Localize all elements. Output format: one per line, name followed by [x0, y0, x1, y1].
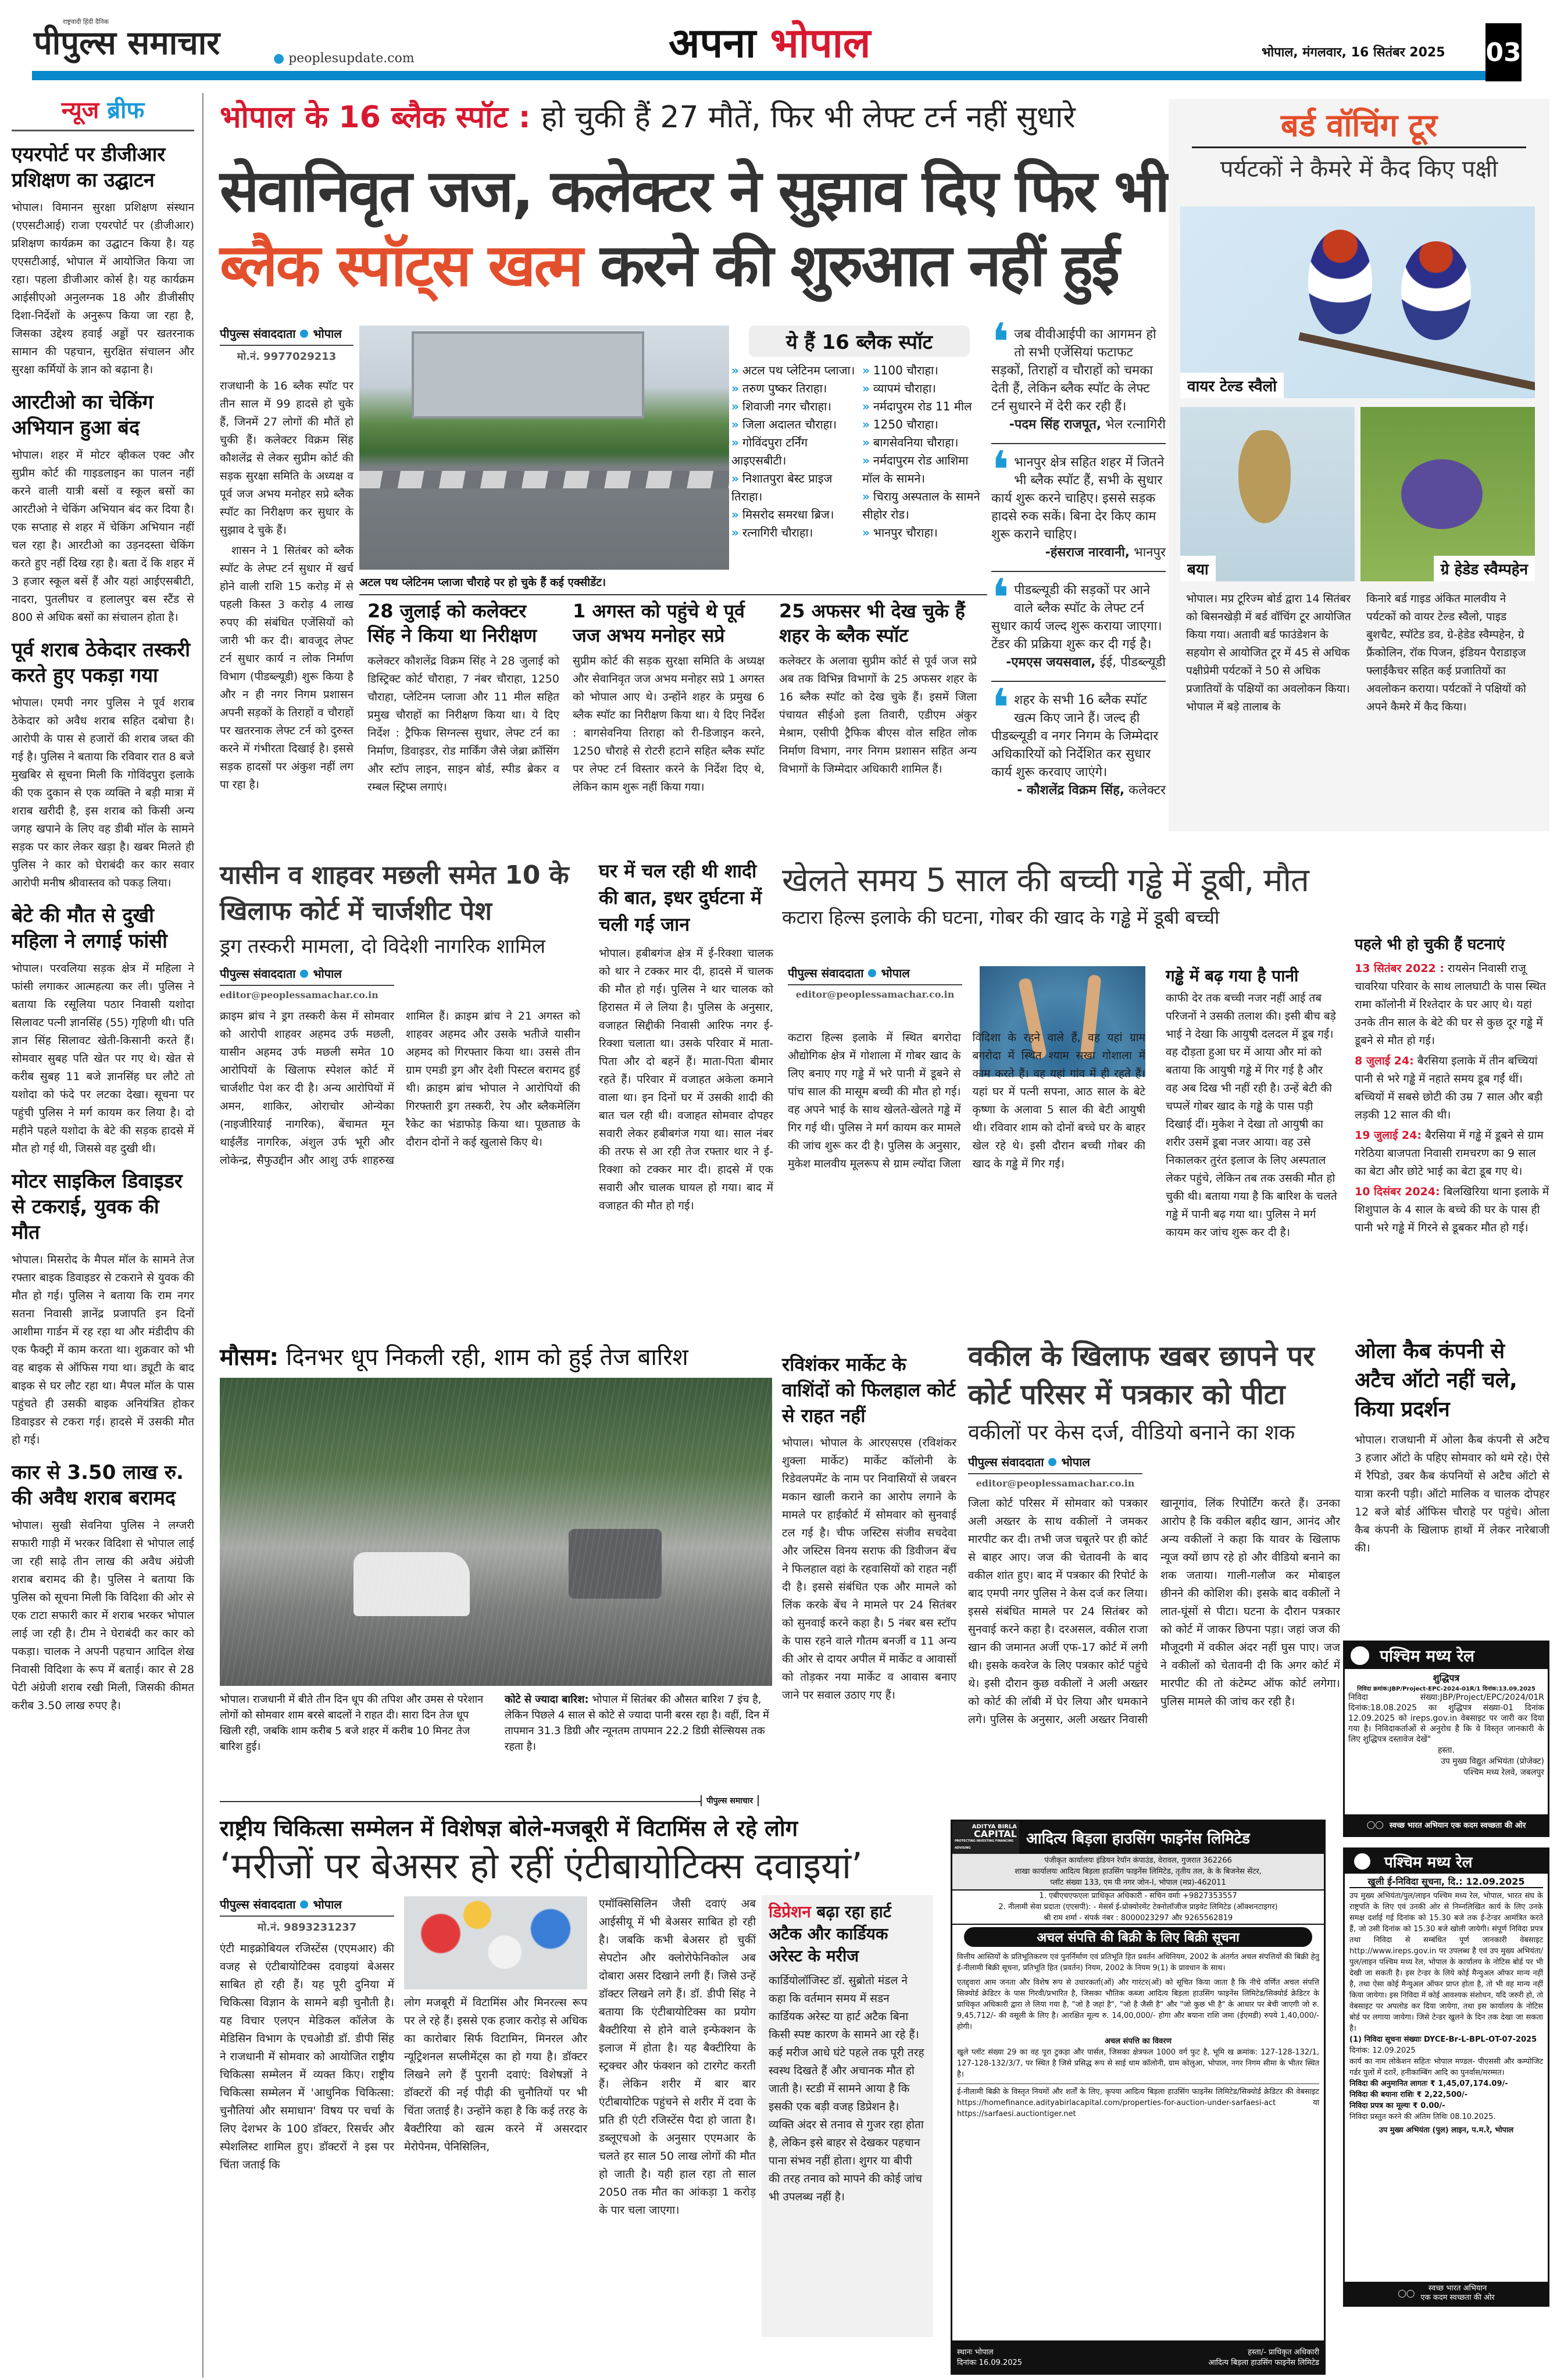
quote-block: ❛ जब वीवीआईपी का आगमन हो तो सभी एजेंसियां फटाफट सड़कों, तिराहों व चौराहों को चमका देती हैं, लेकिन ब्लैक स्पॉट के लेफ्ट टर्न सुधारने में देरी कर रही हैं। -पदम सिंह राजपूत, भेल रत्नागिरी [991, 326, 1166, 444]
logo-tagline: राष्ट्रवादी हिंदी दैनिक [63, 18, 109, 26]
medical-headline: ‘मरीजों पर बेअसर हो रहीं एंटीबायोटिक्स दवाइयां’ [220, 1845, 863, 1887]
quote-icon: ❛ [991, 312, 1010, 373]
newspaper-logo [34, 17, 220, 61]
byline: पीपुल्स संवाददाता भोपाल [220, 326, 353, 346]
incident: 10 दिसंबर 2024: बिलखिरिया थाना इलाके में शिशुपाल के 4 साल के बच्चे की घर के पास ही पानी भरे गड्ढे में गिरने से डूबकर मौत हो गई। [1355, 1185, 1549, 1235]
quote-icon: ❛ [991, 678, 1010, 739]
weather-headline: मौसम: दिनभर धूप निकली रही, शाम को हुई तेज बारिश [220, 1344, 688, 1371]
brief-item [12, 1460, 194, 1715]
dateline: भोपाल, मंगलवार, 16 सितंबर 2025 [1262, 45, 1445, 60]
brief-item [12, 389, 194, 627]
ravishankar-story [782, 1352, 956, 1704]
brief-item [12, 637, 194, 892]
bird-title: बर्ड वॉचिंग टूर [1192, 105, 1526, 148]
brief-item [12, 142, 194, 379]
byline: पीपुल्स संवाददाता भोपाल [788, 965, 962, 985]
photo-label: ग्रे हेडेड स्वैम्पहेन [1434, 556, 1535, 581]
brief-body: भोपाल। शहर में मोटर व्हीकल एक्ट और सुप्रीम कोर्ट की गाइडलाइन का पालन नहीं करने वाली यात्री बसों व स्कूल बसों का आरटीओ ने चेकिंग अभियान बंद कर दिया है। एक सप्ताह से शहर में चेकिंग अभियान नहीं चल रहा है। आरटीओ का उड़नदस्ता चेकिंग करते हुए नहीं दिख रहा है। बता दें कि शहर में 3 हजार स्कूल बसें हैं और यहां आईएसबीटी, नादरा, पुतलीघर व हलालपुर बस स्टैंड से 800 से अधिक बसों का संचालन होता है। [12, 449, 194, 624]
brief-body: भोपाल। परवलिया सड़क क्षेत्र में महिला ने फांसी लगाकर आत्महत्या कर ली। पुलिस ने बताया कि रसूलिया पठार निवासी यशोदा सिलावट पत्नी ज्ञानसिंह (55) गृहिणी थी। पति ज्ञान सिंह सिलावट खेती-किसानी करते हैं। सोमवार सुबह पति खेत पर गए थे। खेत से करीब सुबह 11 बजे ज्ञानसिंह घर लौटे तो यशोदा को फंदे पर लटका देखा। सूचना पर पहुंची पुलिस ने मर्ग कायम कर लिया है। दो महीने पहले यशोदा के बेटे की सड़क हादसे में मौत हो गई थी, जिससे वह दुखी थी। [12, 962, 194, 1155]
charge-sheet-story [220, 857, 580, 1182]
bird-watching-section [1169, 99, 1549, 831]
masthead-blue-bar [32, 71, 1485, 80]
quote-block: ❛ पीडब्ल्यूडी की सड़कों पर आने वाले ब्लैक स्पॉट के लेफ्ट टर्न सुधार कार्य जल्द शुरू कराया जाएगा। टेंडर की प्रक्रिया शुरू कर दी गई है। -एमएस जयसवाल, ईई, पीडब्ल्यूडी [991, 581, 1166, 682]
bird-photo-baya [1180, 407, 1355, 581]
divider [220, 1801, 755, 1802]
weather-photo [220, 1378, 772, 1686]
brief-item [12, 1168, 194, 1449]
lead-body: राजधानी के 16 ब्लैक स्पॉट पर तीन साल में 99 हादसे हो चुके हैं, जिनमें 27 लोगों की मौतें हो चुकी हैं। कलेक्टर विक्रम सिंह कौशलेंद्र से लेकर सुप्रीम कोर्ट की सड़क सुरक्षा समिति के अध्यक्ष व पूर्व जज अभय मनोहर सप्रे ब्लैक स्पॉट का निरीक्षण कर सुधार के सुझाव दे चुके हैं। [220, 380, 353, 537]
weather-caption-2: कोटे से ज्यादा बारिश: भोपाल में सितंबर की औसत बारिश 7 इंच है, लेकिन पिछले 4 साल से कोटे से ज्यादा पानी बरस रहा है। वहीं, दिन में तापमान 31.3 डिग्री और न्यूनतम तापमान 22.2 डिग्री सेल्सियस तक रहता है। [505, 1693, 769, 1753]
email-link[interactable]: editor@peoplessamachar.co.in [795, 989, 955, 1000]
bird-body-col2: किनारे बर्ड गाइड अंकित मालवीय ने पर्यटकों को वायर टेल्ड स्वैलो, पाइड बुशचैट, स्पॉटेड डव, ग्रे-हेडेड स्वैम्पहेन, ग्रे फ्रैंकोलिन, रॉक पिजन, इंडियन पैराडाइज फ्लाईकैचर सहित कई प्रजातियों का अवलोकन कराया। पर्यटकों ने पक्षियों को अपने कैमरे में कैद किया। [1366, 592, 1526, 713]
medical-body-2: लोग मजबूरी में विटामिंस और मिनरल्स रूप पर ले रहे हैं। इससे एक हजार करोड़ से अधिक का कारोबार सिर्फ विटामिन, मिनरल और न्यूट्रिशनल सप्लीमेंट्स का हो गया है। डॉक्टर लिखने लगे हैं पुरानी दवाएं: विशेषज्ञों ने डॉक्टरों की नई पीढ़ी की चुनौतियों पर भी चिंता जताई है। उन्होंने कहा है कि कई तरह के बैक्टीरिया को खत्म करने में असरदार मेरोपेनम, पेनिसिलिन, [404, 1996, 587, 2153]
depression-body: कार्डियोलॉजिस्ट डॉ. सुब्रोतो मंडल ने कहा कि वर्तमान समय में सडन कार्डियक अरेस्ट या हार्ट अटैक बिना किसी स्पष्ट कारण के सामने आ रहे हैं। कई मरीज आधे घंटे पहले तक पूरी तरह स्वस्थ दिखते हैं और अचानक मौत हो जाती है। स्टडी में सामने आया है कि इसकी एक बड़ी वजह डिप्रेशन है। व्यक्ति अंदर से तनाव से गुजर रहा होता है, लेकिन इसे बाहर से देखकर पहचान पाना संभव नहीं होता। शुगर या बीपी की तरह तनाव को मापने की कोई जांच भी उपलब्ध नहीं है। [769, 1974, 924, 2203]
spots-list-1: » अटल पथ प्लेटिनम प्लाजा। » तरुण पुष्कर तिराहा। » शिवाजी नगर चौराहा। » जिला अदालत चौराहा। » गोविंदपुरा टर्निंग आइएसबीटी। » निशातपुरा बेस्ट प्राइज तिराहा। » मिसरोद समरधा ब्रिज। » रत्नागिरी चौराहा। [731, 362, 856, 542]
dot-icon [300, 330, 308, 338]
dot-icon [300, 1900, 308, 1909]
brief-body: भोपाल। विमानन सुरक्षा प्रशिक्षण संस्थान (एएसटीआई) राजा एयरपोर्ट पर (डीजीआर) प्रशिक्षण कार्यक्रम का उद्घाटन किया है। यह एएसटीआई, भोपाल में आयोजित किया जा रहा। पहला डीजीआर कोर्स है। यह कार्यक्रम आईसीएओ अनुलग्नक 18 और डीजीसीए दिशा-निर्देशों के अनुरूप किया जा रहा है, जिसका उद्देश्य हवाई अड्डों पर खतरनाक सामान की पहचान, सुरक्षित संचालन और सुरक्षा कर्मियों के ज्ञान को बढ़ाना है। [12, 201, 194, 376]
aditya-birla-ad: ADITYA BIRLA CAPITAL PROTECTING INVESTING FINANCING ADVISING आदित्य बिड़ला हाउसिंग फाइनेंस लिमिटेड पंजीकृत कार्यालयः इंडियन रेयॉन कंपाउंड, वेरावल, गुजरात 362266 शाखा कार्यालयः आदित्य बिड़ला हाउसिंग फाइनेंस लिमिटेड, तृतीय तल, के के बिजनेस सेंटर, प्लॉट संख्या 133, एम पी नगर जोन-I, भोपाल (मप्र)-462011 1. एबीएचएफएलः प्राधिकृत अधिकारी - सचिन वर्माः +9827353557 2. नीलामी सेवा प्रदाता (एएसपी): - मेसर्स ई-प्रोक्योरमेंट टेक्नोलॉजीज प्राइवेट लिमिटेड (ऑक्शनटाइगर) श्री राम शर्मा - संपर्क नंबर : 8000023297 और 9265562819 अचल संपत्ति की बिक्री के लिए बिक्री सूचना वित्तीय आस्तियों के प्रतिभूतिकरण एवं पुनर्निर्माण एवं प्रतिभूति हित प्रवर्तन अधिनियम, 2002 के अंतर्गत अचल संपत्तियों की बिक्री हेतु ई-नीलामी बिक्री सूचना, प्रतिभूति हित (प्रवर्तन) नियम, 2002 के नियम 9(1) के प्रावधान के साथ। एतद्द्वारा आम जनता और विशेष रूप से उधारकर्ता(ओं) और गारंटर(ओं) को सूचित किया जाता है कि नीचे वर्णित अचल संपत्ति सिक्योर्ड क्रेडिटर के पास गिरवी/प्रभारित है, जिसका भौतिक कब्जा आदित्य बिड़ला हाउसिंग फाइनेंस लिमिटेड/सिक्योर्ड क्रेडिटर के प्राधिकृत अधिकारी द्वारा ले लिया गया है, "जो है जहां है", "जो है जैसी है" और "जो कुछ भी है" के आधार पर बेची जाएगी जो रु. 9,45,712/- की वसूली के लिए है। आरक्षित मूल्य रु. 14,00,000/- होगा और बयाना राशि जमा (ईएमडी) रुपये 1,40,000/- होगी। अचल संपत्ति का विवरण खुले प्लॉट संख्या 29 का वह पूरा टुकड़ा और पार्सल, जिसका क्षेत्रफल 1000 वर्ग फुट है, भूमि ख क्रमांक: 127-128-132/1, 127-128-132/3/7, पर स्थित है जिसे प्रसिद्ध रूप से साई धाम कॉलोनी, ग्राम कोलुआ, भोपाल, नगर निगम सीमा के भीतर स्थित है। ई-नीलामी बिक्री के विस्तृत नियमों और शर्तों के लिए, कृपया आदित्य बिड़ला हाउसिंग फाइनेंस लिमिटेड/सिक्योर्ड क्रेडिटर की वेबसाइट https://homefinance.adityabirlacapital.com/properties-for-auction-under-sarfaesi-act या https://sarfaesi.auctiontiger.net स्थानः भोपाल दिनांकः 16.09.2025 हस्ता/- प्राधिकृत अधिकारी आदित्य बिड़ला हाउसिंग फाइनेंस लिमिटेड [951, 1820, 1326, 2375]
railway-emblem-icon [1348, 1644, 1372, 1667]
sub-story-body: सुप्रीम कोर्ट की सड़क सुरक्षा समिति के अध्यक्ष और सेवानिवृत जज अभय मनोहर सप्रे 1 अगस्त को भोपाल आए थे। उन्होंने शहर के प्रमुख 6 ब्लैक स्पॉट का निरीक्षण किया था। ये दिए निर्देश : बागसेवनिया तिराहा को री-डिजाइन करने, 1250 चौराहे से रोटरी हटाने सहित ब्लैक स्पॉट पर लेफ्ट टर्न विस्तार करने के निर्देश दिए थे, लेकिन काम शुरू नहीं किया गया। [573, 655, 765, 794]
lead-kicker: भोपाल के 16 ब्लैक स्पॉट : हो चुकी हैं 27 मौतें, फिर भी लेफ्ट टर्न नहीं सुधारे [220, 100, 1076, 135]
news-brief-column [12, 93, 203, 2378]
mobile-number: मो.नं. 9977029213 [237, 351, 337, 363]
railway-corrigendum-ad: पश्चिम मध्य रेल शुद्धिपत्र निविदा क्रमांक:JBP/Project-EPC-2024-01R/1 दिनांक:13.09.2025 निविदा संख्या:JBP/Project/EPC/2024/01R दिनांक:18.08.2025 का शुद्धिपत्र संख्या-01 दिनांक 12.09.2025 को ireps.gov.in वेबसाइट पर जारी कर दिया गया है। निविदाकर्ताओं से अनुरोध है कि वे विस्तृत जानकारी के लिए शुद्धिपत्र दस्तावेज देखें" हस्ता. उप मुख्य विद्युत अभियंता (प्रोजेक्ट) पश्चिम मध्य रेलवे, जबलपुर ◯◯ स्वच्छ भारत अभियान एक कदम स्वच्छता की ओर [1343, 1641, 1549, 1837]
spots-list-2: » 1100 चौराहा। » व्यापमं चौराहा। » नर्मदापुरम रोड 11 मील » 1250 चौराहा। » बागसेवनिया चौराहा। » नर्मदापुरम रोड आशिमा मॉल के सामने। » चिरायु अस्पताल के सामने सीहोर रोड। » भानपुर चौराहा। [862, 362, 987, 542]
brief-body: भोपाल। सुखी सेवनिया पुलिस ने लग्जरी सफारी गाड़ी में भरकर विदिशा से भोपाल लाई जा रही साढ़े तीन लाख की अवैध अंग्रेजी शराब बरामद की है। पुलिस ने बताया कि पुलिस को सूचना मिली कि विदिशा की ओर से एक टाटा सफारी कार में शराब भरकर भोपाल लाई जा रही है। टीम ने घेराबंदी कर कार को पकड़ा। चालक ने अपनी पहचान आदिल शेख निवासी विदिशा के रूप में बताई। कार से 28 पेटी अंग्रेजी शराब रखी मिली, जिसकी कीमत करीब 3.50 लाख रुपए है। [12, 1519, 194, 1712]
brief-headline: कार से 3.50 लाख रु. की अवैध शराब बरामद [12, 1461, 184, 1510]
lawyer-subhead: वकीलों पर केस दर्ज, वीडियो बनाने का शक [968, 1421, 1295, 1445]
sub-story-headline: 1 अगस्त को पहुंचे थे पूर्व जज अभय मनोहर सप्रे [573, 600, 745, 646]
sub-story-body: कलेक्टर कौशलेंद्र विक्रम सिंह ने 28 जुलाई को डिस्ट्रिक्ट कोर्ट चौराहा, 7 नंबर चौराहा, 1250 चौराहा, प्लेटिनम प्लाजा और 11 मील सहित प्रमुख चौराहों का निरीक्षण किया था। ये दिए निर्देश : ट्रैफिक सिग्नल्स सुधार, लेफ्ट टर्न का निर्माण, डिवाइडर, रोड मार्किंग जैसे जेब्रा क्रॉसिंग और स्टॉप लाइन, साइन बोर्ड, स्पीड ब्रेकर व रम्बल स्ट्रिप्स लगाएं। [367, 655, 559, 794]
email-link[interactable]: editor@peoplessamachar.co.in [220, 989, 378, 1000]
earlier-incidents [1355, 936, 1549, 1237]
sub-story-headline: 28 जुलाई को कलेक्टर सिंह ने किया था निरीक्षण [367, 600, 537, 646]
pills-photo [404, 1896, 587, 1989]
photo-credit: पीपुल्स समाचार [701, 1795, 759, 1806]
dot-icon [1048, 1458, 1056, 1466]
incident: 8 जुलाई 24: बैरसिया इलाके में तीन बच्चियां पानी से भरे गड्ढे में नहाते समय डूब गईं थीं। बच्चियों में सबसे छोटी की उम्र 7 साल और बड़ी लड़की 12 साल की थी। [1355, 1055, 1543, 1122]
email-link[interactable]: editor@peoplessamachar.co.in [976, 1478, 1135, 1489]
bird-photo-swallow [1180, 206, 1535, 398]
wedding-accident-story [599, 857, 773, 1215]
lead-photo-caption: अटल पथ प्लेटिनम प्लाजा चौराहे पर हो चुके हैं कई एक्सीडेंट। [359, 576, 606, 589]
incident: 13 सितंबर 2022 : रायसेन निवासी राजू चावरिया परिवार के साथ लालघाटी के पास स्थित रामा कॉलोनी में रिश्तेदार के घर आए थे। यहां उनके तीन साल के बेटे की घर से कुछ दूर गड्ढे में डूबने से मौत हो गई। [1355, 962, 1547, 1048]
incident: 19 जुलाई 24: बैरसिया में गड्ढे में डूबने से ग्राम गरेठिया बाजपता निवासी रामचरण का 9 साल का बेटा और छोटे भाई का बेटा डूब गए थे। [1355, 1129, 1544, 1178]
bird-photo-swamphen [1360, 407, 1535, 581]
lead-body-2: शासन ने 1 सितंबर को ब्लैक स्पॉट के लेफ्ट टर्न सुधार में खर्च होने वाली राशि 15 करोड़ में से पहली किस्त 3 करोड़ 4 लाख रुपए की संबंधित एजेंसियों को जारी भी कर दी। बावजूद लेफ्ट टर्न सुधार कार्य न लोक निर्माण विभाग (पीडब्ल्यूडी) शुरू किया है और न ही नगर निगम प्रशासन अपनी सड़कों के तिराहों व चौराहों पर खतरनाक लेफ्ट टर्न को दुरुस्त करने में गंभीरता दिखाई है। इससे सड़क हादसों पर अंकुश नहीं लग पा रहा है। [220, 544, 353, 791]
ravishankar-headline: रविशंकर मार्केट के वाशिंदों को फिलहाल कोर्ट से राहत नहीं [782, 1353, 956, 1427]
medical-body-1: एंटी माइक्रोबियल रजिस्टेंस (एएमआर) की वजह से एंटीबायोटिक्स दवाइयां बेअसर साबित हो रही हैं। यह पूरी दुनिया में चिकित्सा विज्ञान के सामने बड़ी चुनौती है। यह विचार एलएन मेडिकल कॉलेज के मेडिसिन विभाग के एचओडी डॉ. डीपी सिंह ने राजधानी में सोमवार को आयोजित राष्ट्रीय चिकित्सा सम्मेलन में व्यक्त किए। राष्ट्रीय चिकित्सा सम्मेलन में 'आधुनिक चिकित्सा: चुनौतियां और समाधान' विषय पर चर्चा के लिए देशभर के 100 डॉक्टर, रिसर्चर और स्पेशलिस्ट शामिल हुए। डॉक्टरों ने इस पर चिंता जताई कि [220, 1942, 394, 2171]
medical-body-3: एमॉक्सिसिलिन जैसी दवाएं अब आईसीयू में भी बेअसर साबित हो रही है। जबकि कभी बेअसर हो चुकीं सेपटोन और क्लोरोफेनिकोल अब दोबारा असर दिखाने लगी हैं। जिसे उन्हें डॉक्टर लिखने लगे हैं। डॉ. डीपी सिंह ने बताया कि एंटीबायोटिक्स का प्रयोग बैक्टीरिया से होने वाले इन्फेक्शन के इलाज में होता है। यह बैक्टीरिया के स्ट्रक्चर और फंक्शन को टारगेट करती हैं। लेकिन शरीर में बार बार एंटीबायोटिक पहुंचने से शरीर में दवा के प्रति ही एंटी रजिस्टेंस पैदा हो जाता है। डब्लूएचओ के अनुसार एएमआर के चलते हर साल 50 लाख लोगों की मौत हो जाती है। यही हाल रहा तो साल 2050 तक मौत का आंकड़ा 1 करोड़ के पार चला जाएगा। [599, 1897, 756, 2217]
swachh-bharat-glasses-icon: ◯◯ [1398, 2289, 1415, 2298]
ad-footer: ◯◯ स्वच्छ भारत अभियान एक कदम स्वच्छता की ओर [1345, 2282, 1548, 2305]
mobile-number: मो.नं. 9893231237 [257, 1921, 357, 1934]
child-drowning-story [782, 860, 1549, 938]
weather-caption-1: भोपाल। राजधानी में बीते तीन दिन धूप की तपिश और उमस से परेशान लोगों को सोमवार शाम बरसे बादलों ने राहत दी। सारा दिन तेज धूप खिली रही, जबकि शाम करीब 5 बजे शहर में करीब 10 मिनट तेज बारिश हुई। [220, 1693, 484, 1753]
swachh-bharat-glasses-icon: ◯◯ [1366, 1820, 1384, 1829]
byline: पीपुल्स संवाददाता भोपाल [220, 966, 394, 986]
dot-icon [300, 970, 308, 978]
sub-story-headline: 25 अफसर भी देख चुके हैं शहर के ब्लैक स्पॉट [779, 600, 965, 646]
ad-header: ADITYA BIRLA CAPITAL PROTECTING INVESTING FINANCING ADVISING आदित्य बिड़ला हाउसिंग फाइनेंस लिमिटेड [952, 1821, 1324, 1854]
lawyer-story [968, 1337, 1340, 1797]
page-number: 03 [1485, 23, 1522, 81]
wedding-body: भोपाल। हबीबगंज क्षेत्र में ई-रिक्शा चालक को थार ने टक्कर मार दी, हादसे में चालक की मौत हो गई। पुलिस ने थार चालक को हिरासत में ले लिया है। पुलिस के अनुसार, वजाहत सिद्दीकी निवासी आरिफ नगर ई-रिक्शा चलाता था। उसके परिवार में माता-पिता और दो बहनें हैं। माता-पिता बीमार रहते हैं। परिवार में वजाहत अकेला कमाने वाला था। इन दिनों घर में उसकी शादी की बात चल रही थी। वजाहत सोमवार दोपहर सवारी लेकर हबीबगंज गया था। साल नंबर की तरफ से आ रही तेज रफ्तार थार ने ई-रिक्शा को टक्कर मार दी। हादसे में एक सवारी और चालक घायल हो गया। बाद में वजाहत की मौत हो गई। [599, 947, 773, 1212]
brief-headline: पूर्व शराब ठेकेदार तस्करी करते हुए पकड़ा गया [12, 638, 191, 687]
news-brief-title: न्यूज ब्रीफ [12, 93, 194, 131]
ad-footer: ◯◯ स्वच्छ भारत अभियान एक कदम स्वच्छता की ओर [1345, 1814, 1548, 1835]
quotes-column [991, 312, 1166, 799]
dot-icon [868, 969, 876, 977]
aditya-birla-logo: ADITYA BIRLA CAPITAL PROTECTING INVESTING FINANCING ADVISING [952, 1821, 1019, 1854]
quote-icon: ❛ [991, 440, 1010, 501]
drowning-headline: खेलते समय 5 साल की बच्ची गड्ढे में डूबी, मौत [782, 862, 1309, 899]
sub-story-body: कलेक्टर के अलावा सुप्रीम कोर्ट से पूर्व जज सप्रे अब तक विभिन्न विभागों के 25 अफसर शहर के 16 ब्लैक स्पॉट को देख चुके हैं। इसमें जिला पंचायत सीईओ इला तिवारी, एडीएम अंकुर मेश्राम, एसीपी ट्रैफिक बीएस वोल सहित लोक निर्माण विभाग, नगर निगम प्रशासन सहित अन्य विभागों के जिम्मेदार अधिकारी शामिल हैं। [779, 655, 977, 776]
lawyer-headline: वकील के खिलाफ खबर छापने पर कोर्ट परिसर में पत्रकार को पीटा [968, 1340, 1315, 1411]
byline: पीपुल्स संवाददाता भोपाल [968, 1454, 1142, 1474]
brief-headline: मोटर साइकिल डिवाइडर से टकराई, युवक की मौत [12, 1170, 183, 1244]
logo-text: पीपुल्स समाचार [34, 24, 220, 62]
ola-story [1355, 1337, 1549, 1557]
ad-footer: स्थानः भोपाल दिनांकः 16.09.2025 हस्ता/- प्राधिकृत अधिकारी आदित्य बिड़ला हाउसिंग फाइनेंस लिमिटेड [952, 2340, 1324, 2373]
section-title: अपना भोपाल [669, 19, 871, 67]
brief-item [12, 903, 194, 1158]
charge-headline: यासीन व शाहवर मछली समेत 10 के खिलाफ कोर्ट में चार्जशीट पेश [220, 860, 569, 926]
side-body: काफी देर तक बच्ची नजर नहीं आई तब परिजनों ने उसकी तलाश की। इसी बीच बड़े भाई ने देखा कि आयुषी दलदल में डूब गई। वह दौड़ता हुआ घर में आया और मां को बताया कि आयुषी गड्ढे में गिर गई है और वह अब दिख भी नहीं रही है। उन्हें बेटी की चप्पलें गोबर खाद के गड्ढे के पास पड़ी दिखाई दीं। मुकेश ने देखा तो आयुषी का शरीर उसमें डूबा नजर आया। वह उसे निकालकर तुरंत इलाज के लिए अस्पताल लेकर पहुंचे, लेकिन तब तक उसकी मौत हो चुकी थी। बताया गया है कि बारिश के चलते गड्ढे में पानी बढ़ गया था। पुलिस ने मर्ग कायम कर जांच शुरू कर दी है। [1166, 991, 1337, 1239]
ravishankar-body: भोपाल। भोपाल के आरएसएस (रविशंकर शुक्ला मार्केट) मार्केट कॉलोनी के रिडेवलपमेंट के नाम पर निवासियों से जबरन मकान खाली कराने का आरोप लगाने के मामले पर हाईकोर्ट में सोमवार को सुनवाई टल गई है। चीफ जस्टिस संजीव सचदेवा और जस्टिस विनय सराफ की डिवीजन बेंच ने फिलहाल वहां के रहवासियों को राहत नहीं दी है। इससे संबंधित एक और मामले को लिंक करके बेंच ने मामले पर 24 सितंबर को सुनवाई करने कहा है। 5 नंबर बस स्टॉप के पास रहने वाले गौतम बनर्जी व 11 अन्य की ओर से दायर अपील में मार्केट व आवासों को तोड़कर नया मार्केट व आवास बनाए जाने पर सवाल उठाए गए हैं। [782, 1436, 956, 1702]
earlier-title: पहले भी हो चुकी हैं घटनाएं [1355, 936, 1505, 953]
photo-label: वायर टेल्ड स्वैलो [1180, 373, 1284, 398]
sub-story-1 [367, 599, 559, 796]
drowning-side-column [1166, 966, 1337, 1242]
lead-headline: सेवानिवृत जज, कलेक्टर ने सुझाव दिए फिर भी ब्लैक स्पॉट्स खत्म करने की शुरुआत नहीं हुई [220, 157, 1169, 299]
wedding-headline: घर में चल रही थी शादी की बात, इधर दुर्घटना में चली गई जान [599, 860, 762, 935]
bird-subtitle: पर्यटकों ने कैमरे में कैद किए पक्षी [1220, 156, 1498, 183]
medical-kicker: राष्ट्रीय चिकित्सा सम्मेलन में विशेषज्ञ बोले-मजबूरी में विटामिंस ले रहे लोग [220, 1816, 798, 1841]
sub-story-2 [573, 599, 765, 796]
bird-body-col1: भोपाल। मप्र टूरिज्म बोर्ड द्वारा 14 सितंबर को बिसनखेड़ी में बर्ड वॉचिंग टूर आयोजित किया गया। अतावी बर्ड फाउंडेशन के सहयोग से आयोजित टूर में 45 से अधिक पक्षीप्रेमी पर्यटकों ने 50 से अधिक प्रजातियों के पक्षियों का अवलोकन किया। भोपाल में बड़े तालाब के [1186, 592, 1351, 713]
lead-byline-block [220, 326, 353, 794]
drowning-body: कटारा हिल्स इलाके में स्थित बगरोदा औद्योगिक क्षेत्र में गोशाला में गोबर खाद के लिए बनाए गए गड्ढे में भरे पानी में डूबने से पांच साल की मासूम बच्ची की मौत हो गई। वह अपने भाई के साथ खेलते-खेलते गड्ढे में गिर गई थी। पुलिस ने मर्ग कायम कर मामले की जांच शुरू कर दी है। पुलिस के अनुसार, मुकेश मालवीय मूलरूप से ग्राम ल्योंदा जिला विदिशा के रहने वाले हैं, वह यहां ग्राम बगरोदा में स्थित श्याम सखा गोशाला में काम करते हैं। वह यहां गांव में ही रहते हैं। यहां घर में पत्नी सपना, आठ साल के बेटे कृष्णा के अलावा 5 साल की बेटी आयुषी थी। रविवार शाम को दोनों बच्चे घर के बाहर खेल रहे थे। इसी दौरान बच्ची गोबर की खाद के गड्ढे में गिर गई। [788, 1031, 1145, 1170]
byline: पीपुल्स संवाददाता भोपाल [220, 1896, 394, 1917]
ad-header: पश्चिम मध्य रेल [1345, 1642, 1548, 1669]
drowning-subhead: कटारा हिल्स इलाके की घटना, गोबर की खाद के गड्ढे में डूबी बच्ची [782, 906, 1220, 928]
brief-headline: बेटे की मौत से दुखी महिला ने लगाई फांसी [12, 904, 167, 953]
spots-box-title: ये हैं 16 ब्लैक स्पॉट [749, 326, 970, 357]
charge-body: क्राइम ब्रांच ने ड्रग तस्करी केस में सोमवार को आरोपी शाहवर अहमद उर्फ मछली, यासीन अहमद उर्फ मछली समेत 10 आरोपियों के खिलाफ स्पेशल कोर्ट में चार्जशीट पेश कर दी है। अन्य आरोपियों में अमन, शाकिर, ओराचोर ओन्येका (नाइजीरियाई नागरिक), बेंचामत मून थाईलैंड नागरिक, अंशुल उर्फ भूरी और लोकेन्द्र, सैफुउद्दीन और आशु उर्फ शाहरुख शामिल हैं। क्राइम ब्रांच ने 21 अगस्त को शाहवर अहमद और उसके भतीजे यासीन अहमद को गिरफ्तार किया था। उससे तीन ग्राम एमडी ड्रग और देशी पिस्टल बरामद हुई थी। क्राइम ब्रांच भोपाल ने आरोपियों की गिरफ्तारी ड्रग तस्करी, रेप और ब्लैकमेलिंग रैकेट का भंडाफोड़ किया था। पूछताछ के दौरान दोनों ने कई खुलासे किए थे। [220, 1010, 580, 1167]
railway-tender-ad: पश्चिम मध्य रेल खुली ई-निविदा सूचना, दि.: 12.09.2025 उप मुख्य अभियंता/पुल/लाइन पश्चिम मध्य रेल, भोपाल, भारत संघ के राष्ट्रपति के लिए एवं उनकी ओर से निम्नलिखित कार्य के लिए उनके समक्ष दर्शाई गई दिनांक को 15.30 बजे तक ई-टेन्डर आमंत्रित करते हैं, जो उसी दिनांक को 15.30 बजे खोली जायेगी। संपूर्ण निविदा प्रपत्र तथा निविदा से सम्बंधित पूर्ण जानकारी वेबसाइट http://www.ireps.gov.in पर उपलब्ध है एवं उप मुख्य अभियंता/पुल/लाइन पश्चिम मध्य रेल, भोपाल के कार्यालय के नोटिस बोर्ड पर भी देखी जा सकती है। इस टेन्डर के लिये कोई मैन्युअल ऑफर मान्य नहीं है, तथा ऐसा कोई मैन्युअल ऑफर प्राप्त होता है, तो भी वह मान्य नहीं किया जायेगा। इस निविदा में कोई आवश्यक संशोधन, यदि जरुरी हो, तो वेबसाइट पर अपलोड कर दिया जायेगा, तथा इस कार्यालय के नोटिस बोर्ड पर लगाया जायेगा। जिसे टेन्डर खुलने के दिन तक देखा जा सकता है। (1) निविदा सूचना संख्याः DYCE-Br-L-BPL-OT-07-2025 दिनांक: 12.09.2025 कार्य का नाम लोकेशन सहितः भोपाल मण्डल- पीएससी और कम्पोजिट गर्डर पुलों में दरारें, हनीकाम्बिंग आदि का पुनर्वास/मरम्मत। निविदा की अनुमानित लागतः ₹ 1,45,07,174.09/- निविदा की बयाना राशिः ₹ 2,22,500/- निविदा प्रपत्र का मूल्यः ₹ 0.00/- निविदा प्रस्तुत करने की अंतिम तिथिः 08.10.2025. उप मुख्य अभियंता (पुल) लाइन, प.म.रे, भोपाल ◯◯ स्वच्छ भारत अभियान एक कदम स्वच्छता की ओर [1343, 1847, 1549, 2307]
black-spots-box [731, 326, 987, 542]
ola-body: भोपाल। राजधानी में ओला कैब कंपनी से अटैच 3 हजार ऑटो के पहिए सोमवार को थमे रहे। ऐसे में रैपिडो, उबर कैब कंपनियों से अटैच ऑटो से यात्रा करनी पड़ी। ऑटो मालिक व चालक दोपहर 12 बजे बोर्ड ऑफिस चौराहे पर पहुंचे। ओला कैब कंपनी के खिलाफ हाथों में लेकर नारेबाजी की। [1355, 1434, 1549, 1554]
brief-headline: आरटीओ का चेकिंग अभियान हुआ बंद [12, 391, 153, 439]
ola-headline: ओला कैब कंपनी से अटैच ऑटो नहीं चले, किया प्रदर्शन [1355, 1339, 1517, 1421]
photo-label: बया [1180, 556, 1216, 581]
lead-photo [359, 326, 729, 570]
brief-body: भोपाल। एमपी नगर पुलिस ने पूर्व शराब ठेकेदार को अवैध शराब सहित दबोचा है। आरोपी के पास से हजारों की शराब जब्त की गई है। पुलिस ने बताया कि रविवार रात 8 बजे मुखबिर से सूचना मिली कि गोविंदपुरा इलाके की एक दुकान से एक व्यक्ति ने बड़ी मात्रा में शराब खरीदी है, इस शराब को किसी अन्य जगह खपाने के लिए वह डीबी मॉल के सामने सड़क पर कार लेकर खड़ा है। खबर मिलते ही पुलिस ने कार को घेराबंदी कर कार सवार आरोपी मनीष श्रीवास्तव को पकड़ लिया। [12, 696, 194, 889]
divider [359, 594, 987, 595]
ad-header: पश्चिम मध्य रेल [1345, 1849, 1548, 1874]
medical-byline-block [220, 1896, 394, 2174]
quote-block: ❛ शहर के सभी 16 ब्लैक स्पॉट खत्म किए जाने हैं। जल्द ही पीडब्ल्यूडी व नगर निगम के जिम्मेदार अधिकारियों को निर्देशित कर सुधार कार्य शुरू करवाए जाएंगे। - कौशलेंद्र विक्रम सिंह, कलेक्टर [991, 678, 1166, 798]
quote-block: ❛ भानपुर क्षेत्र सहित शहर में जितने भी ब्लैक स्पॉट हैं, सभी के सुधार कार्य शुरू करने चाहिए। इससे सड़क हादसे रुक सकें। बिना देर किए काम शुरू कराने चाहिए। -हंसराज नारवानी, भानपुर [991, 453, 1166, 572]
railway-emblem-icon [1352, 1851, 1373, 1872]
drowning-byline-block [788, 965, 962, 1000]
depression-box [762, 1895, 933, 2337]
globe-icon: ● [273, 51, 285, 66]
depression-headline: डिप्रेशन बढ़ा रहा हार्ट अटैक और कार्डियक अरेस्ट के मरीज [769, 1902, 891, 1966]
quote-icon: ❛ [991, 568, 1010, 629]
brief-body: भोपाल। मिसरोद के मैपल मॉल के सामने तेज रफ्तार बाइक डिवाइडर से टकराने से युवक की मौत हो गई। पुलिस ने बताया कि राम नगर सतना निवासी ज्ञानेंद्र प्रजापति इन दिनों आशीमा गार्डन में रह रहा था और मंडीदीप की एक फैक्ट्री में काम करता था। शुक्रवार को भी वह बाइक से ऑफिस गया था। ड्यूटी के बाद बाइक से घर लौट रहा था। मैपल मॉल के पास पहुंचते ही उसकी बाइक अनियंत्रित होकर डिवाइडर से टकरा गई। हादसे में उसकी मौत हो गई। [12, 1253, 194, 1446]
charge-subhead: ड्रग तस्करी मामला, दो विदेशी नागरिक शामिल [220, 935, 546, 958]
sub-story-3 [779, 599, 977, 778]
lawyer-body: जिला कोर्ट परिसर में सोमवार को पत्रकार अली अख्तर के साथ वकीलों ने जमकर मारपीट कर दी। तभी जज चबूतरे पर ही कोर्ट से बाहर आए। जज की चेतावनी के बाद वकील शांत हुए। बाद में पत्रकार की रिपोर्ट के बाद एमपी नगर पुलिस ने केस दर्ज कर लिया। इससे संबंधित मामले पर 24 सितंबर को सुनवाई करने कहा है। दरअसल, वकील राजा खान की जमानत अर्जी एफ-17 कोर्ट में लगी थी। इसके कवरेज के लिए पत्रकार कोर्ट पहुंचे थे। इसी दौरान कुछ वकीलों ने अली अख्तर को कोर्ट की लॉबी में घेर लिया और धमकाने लगे। पुलिस के अनुसार, अली अख्तर निवासी खानूगांव, लिंक रिपोर्टिंग करते हैं। उनका आरोप है कि वकील बहीद खान, आनंद और अन्य वकीलों ने कहा कि यावर के खिलाफ न्यूज क्यों छाप रहे हो और वीडियो बनाने का शक जताया। गाली-गलौज कर मोबाइल छीनने की कोशिश की। इसके बाद वकीलों ने लात-घूंसों से पीटा। घटना के दौरान पत्रकार को कोर्ट में जाकर छिपना पड़ा। जहां जज की मौजूदगी में वकील अंदर नहीं घुस पाए। जज ने वकीलों को चेतावनी दी कि अगर कोर्ट में मारपीट की तो कंटेम्प्ट ऑफ कोर्ट लगेगा। पुलिस मामले की जांच कर रही है। [968, 1497, 1340, 1726]
ad-banner: अचल संपत्ति की बिक्री के लिए बिक्री सूचना [964, 1927, 1312, 1947]
side-headline: गड्ढे में बढ़ गया है पानी [1166, 966, 1299, 985]
website-link[interactable]: ● peoplesupdate.com [273, 51, 415, 66]
brief-headline: एयरपोर्ट पर डीजीआर प्रशिक्षण का उद्घाटन [12, 143, 166, 192]
masthead [0, 0, 1557, 81]
